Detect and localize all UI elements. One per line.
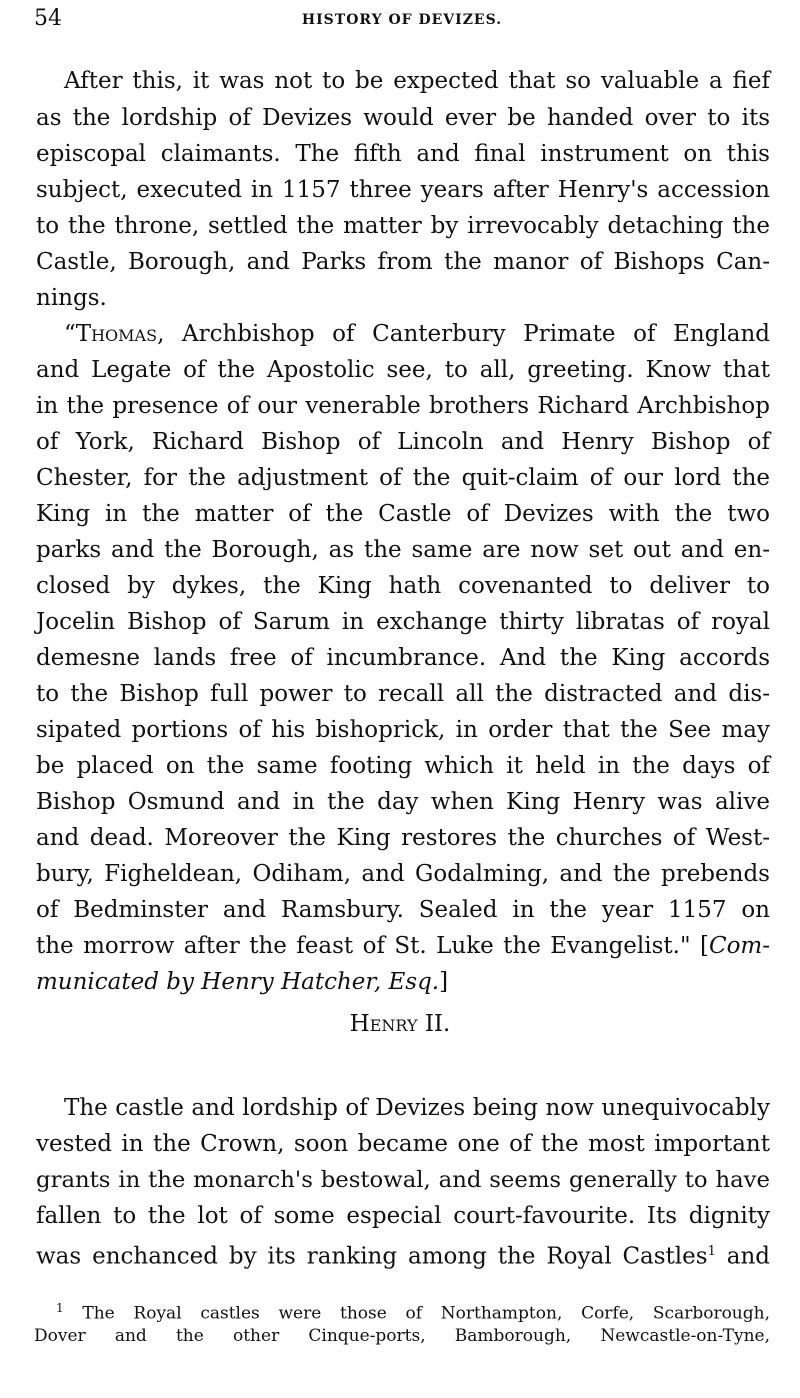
body-line: Jocelin Bishop of Sarum in exchange thirty libratas of royal [36,609,770,635]
body-line: episcopal claimants. The fifth and final instrument on this [36,141,770,167]
body-line: Bishop Osmund and in the day when King Henry was alive [36,789,770,815]
heading-rest: enry II. [369,1011,451,1037]
body-line: to the Bishop full power to recall all the distracted and dis- [36,681,770,707]
body-line: to the throne, settled the matter by irrevocably detaching the [36,213,770,239]
quote-first-line: “Thomas, Archbishop of Canterbury Primate of England [64,321,770,347]
body-line: After this, it was not to be expected that so valuable a fief [64,68,770,94]
page-number: 54 [34,6,62,31]
body-line-with-footnote-mark [36,1234,770,1270]
body-line: King in the matter of the Castle of Devizes with the two [36,501,770,527]
body-line: nings. [36,285,107,311]
footnote-line [56,1294,770,1322]
quote-line-text: Archbishop of Canterbury Primate of England [164,321,770,347]
quote-closing-line [36,928,770,964]
body-line: parks and the Borough, as the same are now set out and en- [36,537,770,563]
body-line: and dead. Moreover the King restores the churches of West- [36,825,770,851]
body-text: and [715,1243,770,1270]
footnote-text: The Royal castles were those of Northampton, Corfe, Scarborough, [63,1303,770,1324]
page-header [34,6,770,38]
footnote-reference[interactable]: 1 [707,1244,716,1259]
body-line: Castle, Borough, and Parks from the manor of Bishops Can- [36,249,770,275]
body-line: demesne lands free of incumbrance. And the King accords [36,645,770,671]
italic-text: Com- [708,933,770,959]
section-heading [0,1006,800,1042]
quote-line-text: the morrow after the feast of St. Luke the Evangelist." [ [36,933,709,959]
body-line: sipated portions of his bishoprick, in order that the See may [36,717,770,743]
body-line: and Legate of the Apostolic see, to all, greeting. Know that [36,357,770,383]
body-line: closed by dykes, the King hath covenanted to deliver to [36,573,770,599]
body-line: subject, executed in 1157 three years after Henry's accession [36,177,770,203]
heading-initial: H [349,1011,370,1037]
body-line: fallen to the lot of some especial court-favourite. Its dignity [36,1203,770,1229]
small-caps-name: Thomas, [75,321,165,347]
body-line: bury, Figheldean, Odiham, and Godalming, and the prebends [36,861,770,887]
body-line: in the presence of our venerable brothers Richard Archbishop [36,393,770,419]
body-line: be placed on the same footing which it held in the days of [36,753,770,779]
body-line: of Bedminster and Ramsbury. Sealed in the year 1157 on [36,897,770,923]
footnote-line: Dover and the other Cinque-ports, Bamborough, Newcastle-on-Tyne, [34,1326,770,1346]
body-text: was enchanced by its ranking among the Royal Castles [36,1243,708,1270]
body-line: Chester, for the adjustment of the quit-claim of our lord the [36,465,770,491]
attribution-line [36,964,770,1000]
running-title: HISTORY OF DEVIZES. [301,12,503,28]
attribution-italic: municated by Henry Hatcher, Esq. [36,969,440,995]
footnote-mark: 1 [56,1301,64,1315]
body-line: grants in the monarch's bestowal, and seems generally to have [36,1167,770,1193]
body-line: vested in the Crown, soon became one of the most important [36,1131,770,1157]
closing-bracket: ] [439,969,449,995]
body-line: as the lordship of Devizes would ever be handed over to its [36,105,770,131]
body-line: The castle and lordship of Devizes being now unequivocably [64,1095,770,1121]
body-line: of York, Richard Bishop of Lincoln and Henry Bishop of [36,429,770,455]
